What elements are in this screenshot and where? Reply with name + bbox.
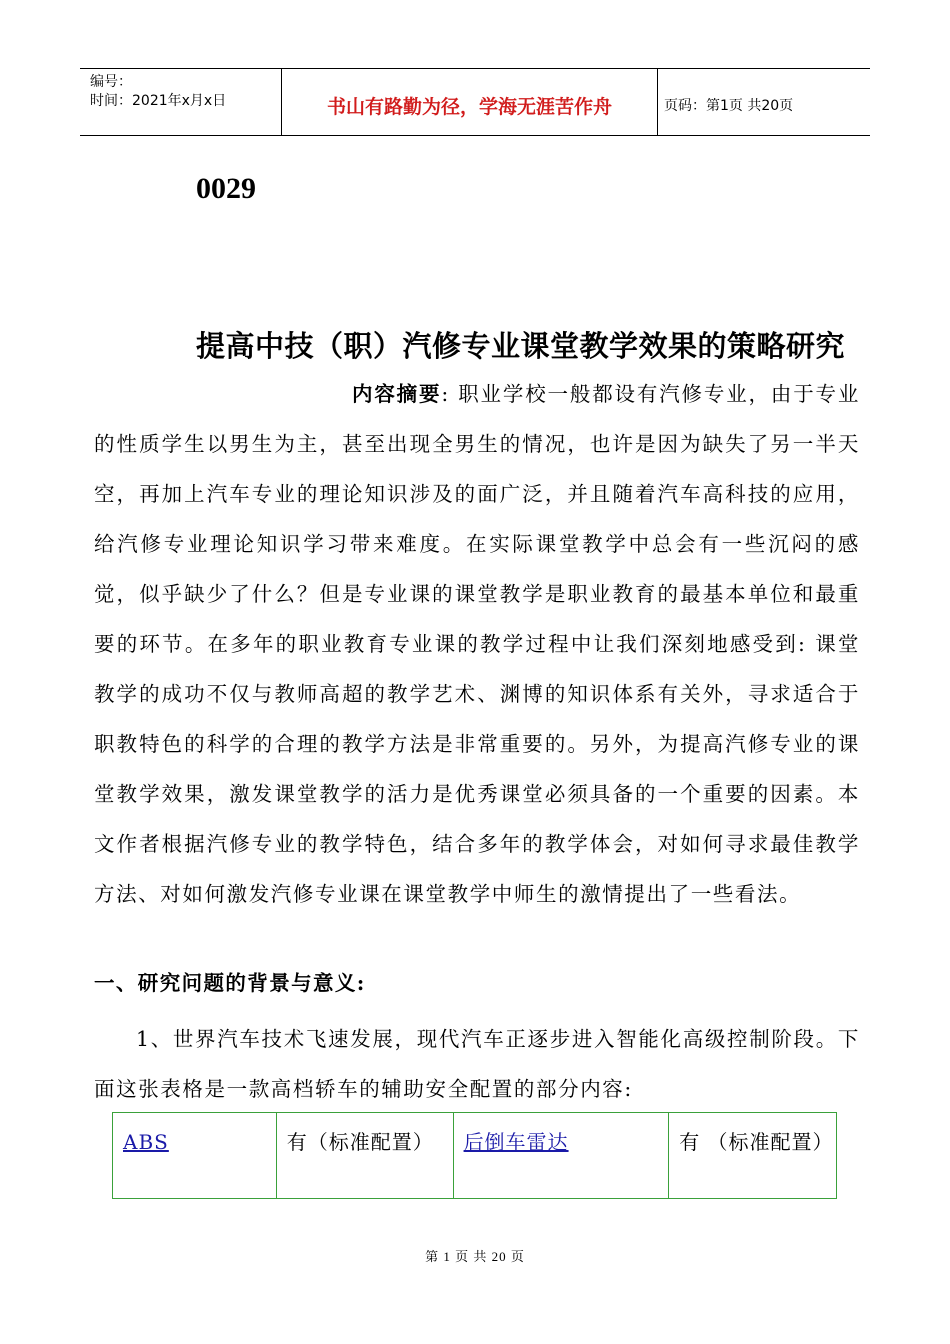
rear-radar-link[interactable]: 后倒车雷达 [463,1130,569,1154]
header-date: 时间：2021年x月x日 [90,93,227,109]
abstract-paragraph [94,369,860,919]
table-cell-value: 有（标准配置） [276,1113,453,1199]
table-cell-value: 有 （标准配置） [669,1113,837,1199]
header-meta [80,69,282,135]
document-code: 0029 [196,172,256,205]
table-cell-item [453,1113,669,1199]
table-cell-item [113,1113,277,1199]
header-motto: 书山有路勤为径，学海无涯苦作舟 [282,69,658,135]
section-heading: 一、研究问题的背景与意义: [94,971,366,995]
page-header [80,68,870,136]
table-row [113,1113,837,1199]
abstract-text: : 职业学校一般都设有汽修专业，由于专业的性质学生以男生为主，甚至出现全男生的情况，也许是因为缺失了另一半天空，再加上汽车专业的理论知识涉及的面广泛，并且随着汽车高科技的应用，给汽修专业理论知识学习带来难度。在实际课堂教学中总会有一些沉闷的感觉，似乎缺少了什么？但是专业课的课堂教学是职业教育的最基本单位和最重要的环节。在多年的职业教育专业课的教学过程中让我们深刻地感受到: 课堂教学的成功不仅与教师高超的教学艺术、渊博的知识体系有关外，寻求适合于职教特色的科学的合理的教学方法是非常重要的。另外，为提高汽修专业的课堂教学效果，激发课堂教学的活力是优秀课堂必须具备的一个重要的因素。本文作者根据汽修专业的教学特色，结合多年的教学体会，对如何寻求最佳教学方法、对如何激发汽修专业课在课堂教学中师生的激情提出了一些看法。 [94,382,860,906]
abstract-label: 内容摘要 [352,382,442,406]
safety-config-table [112,1112,837,1199]
abs-link[interactable]: ABS [123,1130,169,1154]
header-page-info: 页码：第1页 共20页 [664,98,794,114]
header-number-label: 编号： [90,74,132,90]
document-title: 提高中技（职）汽修专业课堂教学效果的策略研究 [196,329,846,363]
paragraph-1: 1、世界汽车技术飞速发展，现代汽车正逐步进入智能化高级控制阶段。下面这张表格是一款高档轿车的辅助安全配置的部分内容: [94,1027,860,1101]
page-footer: 第 1 页 共 20 页 [425,1249,525,1264]
